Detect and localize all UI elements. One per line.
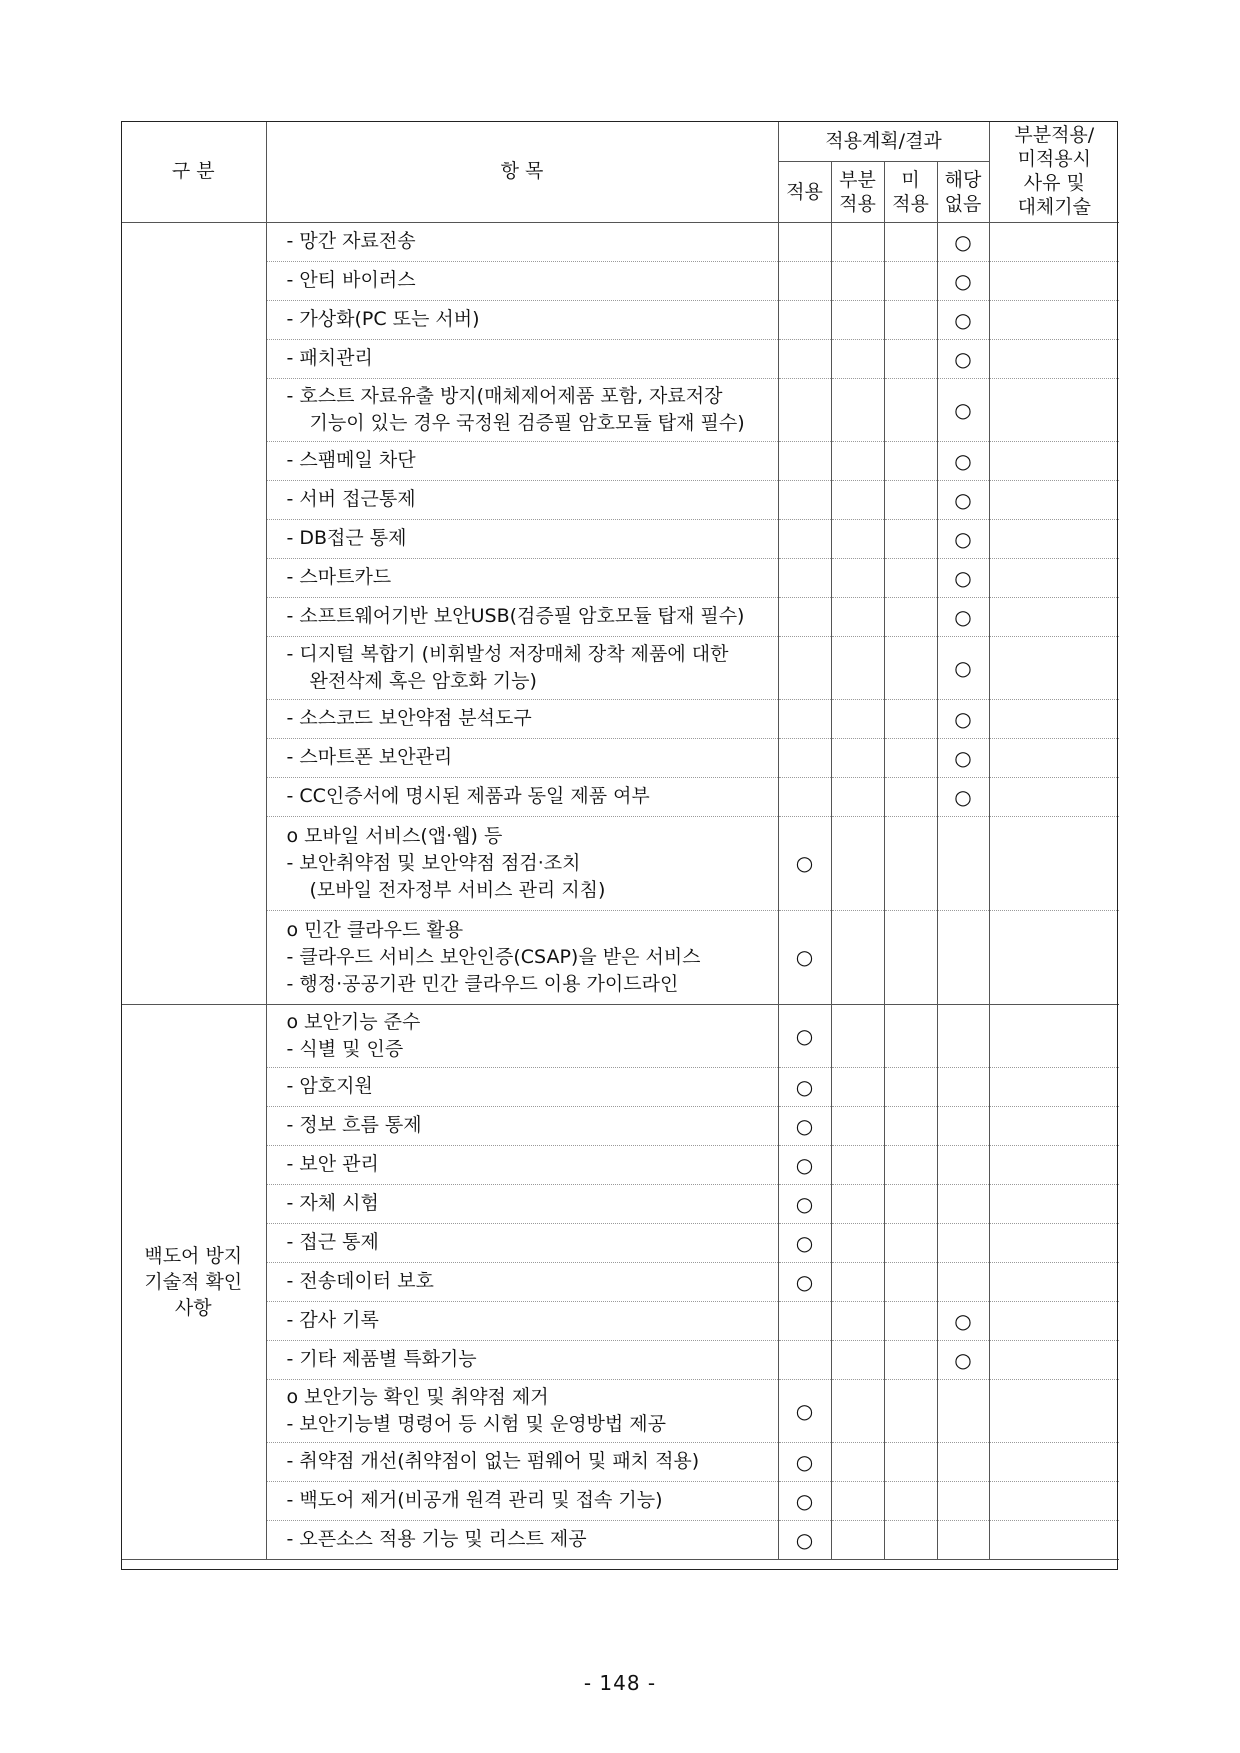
- table-row: [121, 1067, 1119, 1106]
- not-applicable-cell: [937, 1481, 989, 1520]
- table-row: [121, 300, 1119, 339]
- item-line: - 정보 흐름 통제: [286, 1114, 422, 1136]
- not-applicable-cell: [937, 738, 989, 777]
- circle-mark-icon: ○: [795, 1191, 814, 1216]
- item-line: (모바일 전자정부 서비스 관리 지침): [309, 878, 606, 901]
- item-line: - CC인증서에 명시된 제품과 동일 제품 여부: [286, 785, 650, 807]
- header-item: 항 목: [266, 121, 778, 222]
- table-row: [121, 1379, 1119, 1442]
- circle-mark-icon: ○: [795, 1488, 814, 1513]
- not-applied-cell: [884, 378, 937, 441]
- item-cell: [266, 519, 778, 558]
- item-cell: [266, 558, 778, 597]
- not-applicable-cell: [937, 1145, 989, 1184]
- not-applicable-cell: [937, 339, 989, 378]
- not-applicable-cell: [937, 519, 989, 558]
- reason-cell: [989, 1379, 1119, 1442]
- not-applicable-cell: [937, 1223, 989, 1262]
- item-line: - 식별 및 인증: [286, 1037, 404, 1060]
- not-applicable-cell: [937, 1340, 989, 1379]
- table-row: [121, 597, 1119, 636]
- not-applicable-cell: [937, 816, 989, 910]
- partial-cell: [831, 339, 884, 378]
- not-applied-cell: [884, 1262, 937, 1301]
- item-line: - 보안기능별 명령어 등 시험 및 운영방법 제공: [286, 1412, 667, 1435]
- partial-cell: [831, 1301, 884, 1340]
- reason-cell: [989, 910, 1119, 1004]
- table-row: [121, 378, 1119, 441]
- item-cell: [266, 777, 778, 816]
- header-reason-line: 대체기술: [1017, 196, 1091, 219]
- item-line: - 감사 기록: [286, 1309, 379, 1331]
- reason-cell: [989, 1106, 1119, 1145]
- header-not-applied: [884, 161, 937, 222]
- not-applied-cell: [884, 777, 937, 816]
- checklist-table: [121, 121, 1119, 1560]
- table-row: [121, 1340, 1119, 1379]
- not-applicable-cell: [937, 636, 989, 699]
- item-line: - 백도어 제거(비공개 원격 관리 및 접속 기능): [286, 1489, 663, 1511]
- header-not-line: 적용: [892, 192, 929, 215]
- item-line: - 기타 제품별 특화기능: [286, 1348, 477, 1370]
- item-cell: [266, 738, 778, 777]
- item-cell: [266, 1340, 778, 1379]
- circle-mark-icon: ○: [954, 307, 972, 332]
- circle-mark-icon: ○: [795, 1230, 814, 1255]
- not-applicable-cell: [937, 558, 989, 597]
- circle-mark-icon: ○: [954, 526, 972, 551]
- not-applicable-cell: [937, 1442, 989, 1481]
- apply-cell: [778, 597, 831, 636]
- item-line: - 접근 통제: [286, 1231, 379, 1253]
- not-applied-cell: [884, 480, 937, 519]
- item-cell: [266, 1145, 778, 1184]
- reason-cell: [989, 1004, 1119, 1067]
- table-row: [121, 636, 1119, 699]
- not-applicable-cell: [937, 222, 989, 261]
- item-cell: [266, 480, 778, 519]
- partial-cell: [831, 1145, 884, 1184]
- apply-cell: [778, 636, 831, 699]
- partial-cell: [831, 480, 884, 519]
- apply-cell: [778, 816, 831, 910]
- partial-cell: [831, 1481, 884, 1520]
- not-applied-cell: [884, 1442, 937, 1481]
- apply-cell: [778, 1340, 831, 1379]
- header-na-line: 없음: [944, 192, 982, 215]
- reason-cell: [989, 1340, 1119, 1379]
- table-row: [121, 480, 1119, 519]
- not-applied-cell: [884, 300, 937, 339]
- not-applicable-cell: [937, 1067, 989, 1106]
- table-row: [121, 738, 1119, 777]
- circle-mark-icon: ○: [795, 1398, 814, 1423]
- item-cell: [266, 910, 778, 1004]
- not-applied-cell: [884, 1301, 937, 1340]
- not-applied-cell: [884, 1145, 937, 1184]
- not-applicable-cell: [937, 1301, 989, 1340]
- category-line: 백도어 방지: [144, 1244, 243, 1267]
- apply-cell: [778, 261, 831, 300]
- apply-cell: [778, 910, 831, 1004]
- apply-cell: [778, 441, 831, 480]
- circle-mark-icon: ○: [954, 346, 972, 371]
- apply-cell: [778, 1067, 831, 1106]
- item-line: - 취약점 개선(취약점이 없는 펌웨어 및 패치 적용): [286, 1450, 700, 1472]
- apply-cell: [778, 300, 831, 339]
- item-line: - 디지털 복합기 (비휘발성 저장매체 장착 제품에 대한: [286, 642, 729, 665]
- item-line: - 스마트카드: [286, 566, 392, 588]
- circle-mark-icon: ○: [795, 851, 814, 875]
- reason-cell: [989, 558, 1119, 597]
- not-applicable-cell: [937, 699, 989, 738]
- not-applied-cell: [884, 1106, 937, 1145]
- reason-cell: [989, 1520, 1119, 1559]
- not-applicable-cell: [937, 1184, 989, 1223]
- item-cell: [266, 1442, 778, 1481]
- apply-cell: [778, 1481, 831, 1520]
- reason-cell: [989, 699, 1119, 738]
- category-cell: [121, 1004, 266, 1559]
- partial-cell: [831, 816, 884, 910]
- circle-mark-icon: ○: [954, 229, 972, 254]
- circle-mark-icon: ○: [954, 1308, 972, 1333]
- item-cell: [266, 378, 778, 441]
- partial-cell: [831, 777, 884, 816]
- partial-cell: [831, 441, 884, 480]
- circle-mark-icon: ○: [795, 945, 814, 969]
- not-applied-cell: [884, 597, 937, 636]
- table-row: [121, 1520, 1119, 1559]
- not-applied-cell: [884, 1481, 937, 1520]
- category-line: 기술적 확인: [144, 1270, 243, 1293]
- apply-cell: [778, 1145, 831, 1184]
- not-applicable-cell: [937, 1106, 989, 1145]
- reason-cell: [989, 519, 1119, 558]
- circle-mark-icon: ○: [795, 1152, 814, 1177]
- not-applied-cell: [884, 910, 937, 1004]
- item-cell: [266, 1481, 778, 1520]
- item-line: - 패치관리: [286, 347, 373, 369]
- partial-cell: [831, 1223, 884, 1262]
- table-row: [121, 1301, 1119, 1340]
- circle-mark-icon: ○: [795, 1269, 814, 1294]
- partial-cell: [831, 738, 884, 777]
- partial-cell: [831, 699, 884, 738]
- partial-cell: [831, 1442, 884, 1481]
- circle-mark-icon: ○: [954, 706, 972, 731]
- header-not-line: 미: [901, 168, 920, 191]
- item-cell: [266, 1004, 778, 1067]
- not-applied-cell: [884, 339, 937, 378]
- item-line: - 스팸메일 차단: [286, 449, 416, 471]
- item-line: - 스마트폰 보안관리: [286, 746, 453, 768]
- reason-cell: [989, 222, 1119, 261]
- partial-cell: [831, 519, 884, 558]
- table-row: [121, 1262, 1119, 1301]
- apply-cell: [778, 738, 831, 777]
- header-partial-line: 부분: [839, 168, 876, 191]
- reason-cell: [989, 816, 1119, 910]
- partial-cell: [831, 261, 884, 300]
- apply-cell: [778, 222, 831, 261]
- not-applied-cell: [884, 222, 937, 261]
- reason-cell: [989, 1067, 1119, 1106]
- partial-cell: [831, 1004, 884, 1067]
- item-cell: [266, 1106, 778, 1145]
- item-cell: [266, 1301, 778, 1340]
- not-applied-cell: [884, 261, 937, 300]
- reason-cell: [989, 378, 1119, 441]
- reason-cell: [989, 1442, 1119, 1481]
- table-row: [121, 519, 1119, 558]
- header-na-line: 해당: [944, 168, 982, 191]
- apply-cell: [778, 1004, 831, 1067]
- circle-mark-icon: ○: [954, 655, 972, 680]
- table-header: [121, 121, 1119, 222]
- apply-cell: [778, 339, 831, 378]
- circle-mark-icon: ○: [795, 1449, 814, 1474]
- reason-cell: [989, 480, 1119, 519]
- apply-cell: [778, 777, 831, 816]
- item-cell: [266, 1379, 778, 1442]
- partial-cell: [831, 1262, 884, 1301]
- apply-cell: [778, 1442, 831, 1481]
- item-cell: [266, 222, 778, 261]
- reason-cell: [989, 441, 1119, 480]
- table-row: [121, 558, 1119, 597]
- circle-mark-icon: ○: [954, 487, 972, 512]
- partial-cell: [831, 300, 884, 339]
- reason-cell: [989, 636, 1119, 699]
- apply-cell: [778, 480, 831, 519]
- item-line: - 행정·공공기관 민간 클라우드 이용 가이드라인: [286, 972, 679, 995]
- partial-cell: [831, 1184, 884, 1223]
- not-applicable-cell: [937, 1004, 989, 1067]
- not-applied-cell: [884, 1184, 937, 1223]
- not-applied-cell: [884, 558, 937, 597]
- table-row: [121, 261, 1119, 300]
- item-line: - 소프트웨어기반 보안USB(검증필 암호모듈 탑재 필수): [286, 605, 745, 627]
- table-row: [121, 339, 1119, 378]
- not-applied-cell: [884, 441, 937, 480]
- circle-mark-icon: ○: [795, 1113, 814, 1138]
- reason-cell: [989, 1145, 1119, 1184]
- apply-cell: [778, 699, 831, 738]
- circle-mark-icon: ○: [954, 448, 972, 473]
- partial-cell: [831, 378, 884, 441]
- not-applied-cell: [884, 1340, 937, 1379]
- apply-cell: [778, 1106, 831, 1145]
- table-row: [121, 1004, 1119, 1067]
- apply-cell: [778, 558, 831, 597]
- item-line: 기능이 있는 경우 국정원 검증필 암호모듈 탑재 필수): [309, 411, 745, 434]
- apply-cell: [778, 1184, 831, 1223]
- table-row: [121, 1184, 1119, 1223]
- header-reason-line: 미적용시: [1017, 148, 1091, 171]
- item-line: - 보안 관리: [286, 1153, 379, 1175]
- item-line: - 호스트 자료유출 방지(매체제어제품 포함, 자료저장: [286, 384, 723, 407]
- not-applicable-cell: [937, 300, 989, 339]
- table-row: [121, 1106, 1119, 1145]
- not-applicable-cell: [937, 480, 989, 519]
- item-line: - 전송데이터 보호: [286, 1270, 434, 1292]
- circle-mark-icon: ○: [954, 397, 972, 422]
- table-row: [121, 910, 1119, 1004]
- header-reason-line: 부분적용/: [1014, 124, 1095, 147]
- circle-mark-icon: ○: [954, 745, 972, 770]
- item-cell: [266, 1262, 778, 1301]
- item-line: - 망간 자료전송: [286, 230, 416, 252]
- item-line: - 소스코드 보안약점 분석도구: [286, 707, 532, 729]
- apply-cell: [778, 1301, 831, 1340]
- not-applied-cell: [884, 1004, 937, 1067]
- partial-cell: [831, 1379, 884, 1442]
- table-row: [121, 1442, 1119, 1481]
- category-cell: [121, 222, 266, 1004]
- item-line: 완전삭제 혹은 암호화 기능): [309, 669, 537, 692]
- item-cell: [266, 1184, 778, 1223]
- item-cell: [266, 300, 778, 339]
- reason-cell: [989, 1184, 1119, 1223]
- partial-cell: [831, 1520, 884, 1559]
- table-row: [121, 1481, 1119, 1520]
- item-cell: [266, 339, 778, 378]
- header-partial-line: 적용: [839, 192, 876, 215]
- item-line: - 가상화(PC 또는 서버): [286, 308, 480, 330]
- item-cell: [266, 1520, 778, 1559]
- not-applied-cell: [884, 738, 937, 777]
- header-not-applicable: [937, 161, 989, 222]
- partial-cell: [831, 1340, 884, 1379]
- page-number: - 148 -: [583, 1671, 657, 1695]
- item-line: o 모바일 서비스(앱·웹) 등: [286, 824, 503, 847]
- reason-cell: [989, 300, 1119, 339]
- reason-cell: [989, 1301, 1119, 1340]
- partial-cell: [831, 1106, 884, 1145]
- item-line: - 보안취약점 및 보안약점 점검·조치: [286, 851, 581, 874]
- not-applicable-cell: [937, 261, 989, 300]
- item-cell: [266, 1223, 778, 1262]
- not-applicable-cell: [937, 441, 989, 480]
- item-cell: [266, 1067, 778, 1106]
- header-partial: [831, 161, 884, 222]
- item-line: o 보안기능 준수: [286, 1010, 421, 1033]
- partial-cell: [831, 1067, 884, 1106]
- header-apply: [778, 161, 831, 222]
- reason-cell: [989, 1481, 1119, 1520]
- apply-cell: [778, 1520, 831, 1559]
- not-applied-cell: [884, 519, 937, 558]
- not-applied-cell: [884, 636, 937, 699]
- item-line: o 민간 클라우드 활용: [286, 918, 464, 941]
- circle-mark-icon: ○: [954, 268, 972, 293]
- apply-cell: [778, 1379, 831, 1442]
- reason-cell: [989, 261, 1119, 300]
- reason-cell: [989, 1262, 1119, 1301]
- apply-cell: [778, 519, 831, 558]
- item-cell: [266, 636, 778, 699]
- circle-mark-icon: ○: [954, 784, 972, 809]
- item-line: - 클라우드 서비스 보안인증(CSAP)을 받은 서비스: [286, 945, 701, 968]
- circle-mark-icon: ○: [795, 1074, 814, 1099]
- not-applicable-cell: [937, 597, 989, 636]
- table-row: [121, 777, 1119, 816]
- partial-cell: [831, 222, 884, 261]
- not-applicable-cell: [937, 1520, 989, 1559]
- circle-mark-icon: ○: [795, 1023, 814, 1048]
- reason-cell: [989, 339, 1119, 378]
- header-reason-line: 사유 및: [1023, 172, 1085, 195]
- item-line: - DB접근 통제: [286, 527, 407, 549]
- table-row: [121, 1145, 1119, 1184]
- partial-cell: [831, 636, 884, 699]
- not-applied-cell: [884, 816, 937, 910]
- table-row: [121, 816, 1119, 910]
- table-row: [121, 699, 1119, 738]
- not-applied-cell: [884, 1379, 937, 1442]
- table-row: [121, 1223, 1119, 1262]
- circle-mark-icon: ○: [954, 565, 972, 590]
- not-applicable-cell: [937, 777, 989, 816]
- item-cell: [266, 441, 778, 480]
- partial-cell: [831, 910, 884, 1004]
- header-category: 구 분: [121, 121, 266, 222]
- not-applied-cell: [884, 1520, 937, 1559]
- item-line: - 암호지원: [286, 1075, 373, 1097]
- reason-cell: [989, 1223, 1119, 1262]
- item-line: o 보안기능 확인 및 취약점 제거: [286, 1385, 549, 1408]
- table-body: [121, 222, 1119, 1559]
- circle-mark-icon: ○: [954, 1347, 972, 1372]
- item-cell: [266, 699, 778, 738]
- apply-cell: [778, 1223, 831, 1262]
- circle-mark-icon: ○: [954, 604, 972, 629]
- circle-mark-icon: ○: [795, 1527, 814, 1552]
- not-applicable-cell: [937, 910, 989, 1004]
- reason-cell: [989, 738, 1119, 777]
- header-reason: [989, 121, 1119, 222]
- item-cell: [266, 597, 778, 636]
- category-line: 사항: [174, 1296, 212, 1319]
- partial-cell: [831, 597, 884, 636]
- not-applicable-cell: [937, 378, 989, 441]
- apply-cell: [778, 1262, 831, 1301]
- item-cell: [266, 261, 778, 300]
- reason-cell: [989, 597, 1119, 636]
- apply-cell: [778, 378, 831, 441]
- item-line: - 오픈소스 적용 기능 및 리스트 제공: [286, 1528, 587, 1550]
- header-apply-label: 적용: [786, 180, 823, 203]
- not-applicable-cell: [937, 1379, 989, 1442]
- header-plan-group: 적용계획/결과: [778, 121, 989, 161]
- table-row: [121, 222, 1119, 261]
- reason-cell: [989, 777, 1119, 816]
- item-line: - 자체 시험: [286, 1192, 379, 1214]
- table-row: [121, 441, 1119, 480]
- not-applicable-cell: [937, 1262, 989, 1301]
- item-cell: [266, 816, 778, 910]
- not-applied-cell: [884, 699, 937, 738]
- not-applied-cell: [884, 1067, 937, 1106]
- item-line: - 안티 바이러스: [286, 269, 416, 291]
- not-applied-cell: [884, 1223, 937, 1262]
- item-line: - 서버 접근통제: [286, 488, 416, 510]
- partial-cell: [831, 558, 884, 597]
